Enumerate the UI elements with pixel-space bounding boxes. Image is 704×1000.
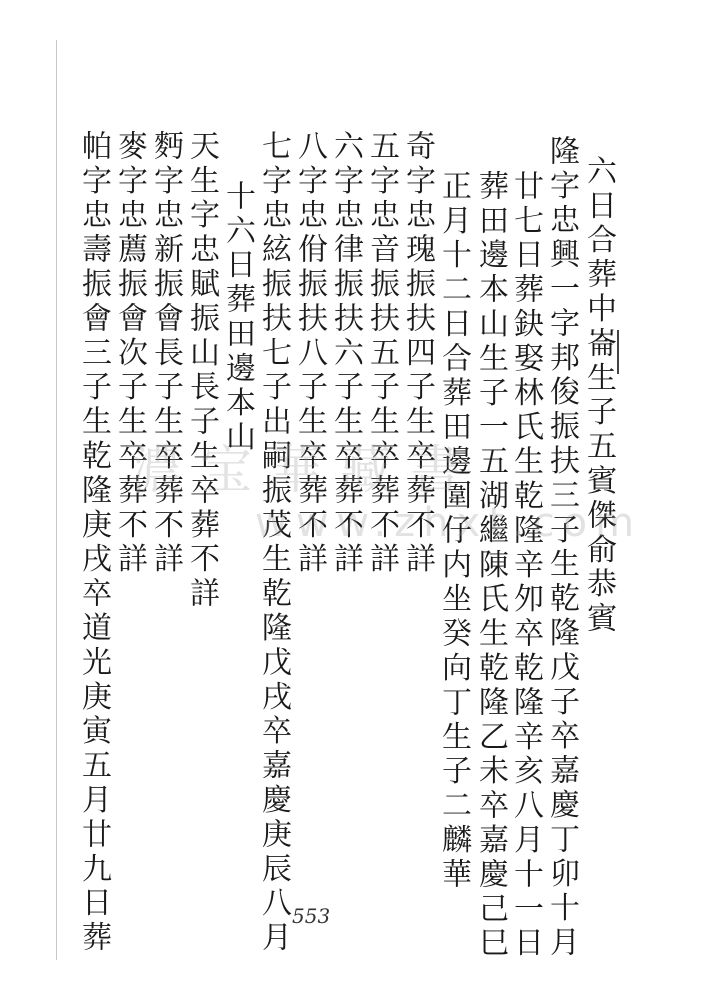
text-column: 十六日葬田邊本山 xyxy=(220,180,255,456)
margin-mark xyxy=(617,330,619,374)
watermark: 濃宝華藏書 xyxy=(130,441,481,501)
text-column: 七字忠絃振扶七子出嗣振茂生乾隆戊戌卒嘉慶庚辰八月 xyxy=(256,130,291,956)
text-column: 隆字忠興一字邦俊振扶三子生乾隆戊子卒嘉慶丁卯十月 xyxy=(544,135,579,961)
text-column: 麥字忠薦振會次子生卒葬不詳 xyxy=(112,130,147,578)
page-number: 553 xyxy=(292,904,331,928)
text-column: 帕字忠壽振會三子生乾隆庚戌卒道光庚寅五月廿九日葬 xyxy=(76,130,111,956)
text-column: 葬田邊本山生子一五湖繼陳氏生乾隆乙未卒嘉慶己巳 xyxy=(473,170,508,962)
margin-rule xyxy=(56,40,57,960)
text-column: 八字忠佾振扶八子生卒葬不詳 xyxy=(292,130,327,578)
text-column: 奇字忠瑰振扶四子生卒葬不詳 xyxy=(400,130,435,578)
text-column: 五字忠音振扶五子生卒葬不詳 xyxy=(364,130,399,578)
text-column: 廿七日葬鈌娶林氏生乾隆辛夘卒乾隆辛亥八月十一日 xyxy=(508,170,543,962)
text-column: 六日合葬中崙生子五賓傑俞恭賓 xyxy=(581,155,616,637)
text-column: 天生字忠賦振山長子生卒葬不詳 xyxy=(184,130,219,612)
text-column: 麪字忠新振會長子生卒葬不詳 xyxy=(148,130,183,578)
watermark-url: www.zhxt.com xyxy=(255,500,643,546)
text-column: 正月十二日合葬田邊圍仔内坐癸向丁生子二麟華 xyxy=(436,170,471,893)
text-column: 六字忠律振扶六子生卒葬不詳 xyxy=(328,130,363,578)
